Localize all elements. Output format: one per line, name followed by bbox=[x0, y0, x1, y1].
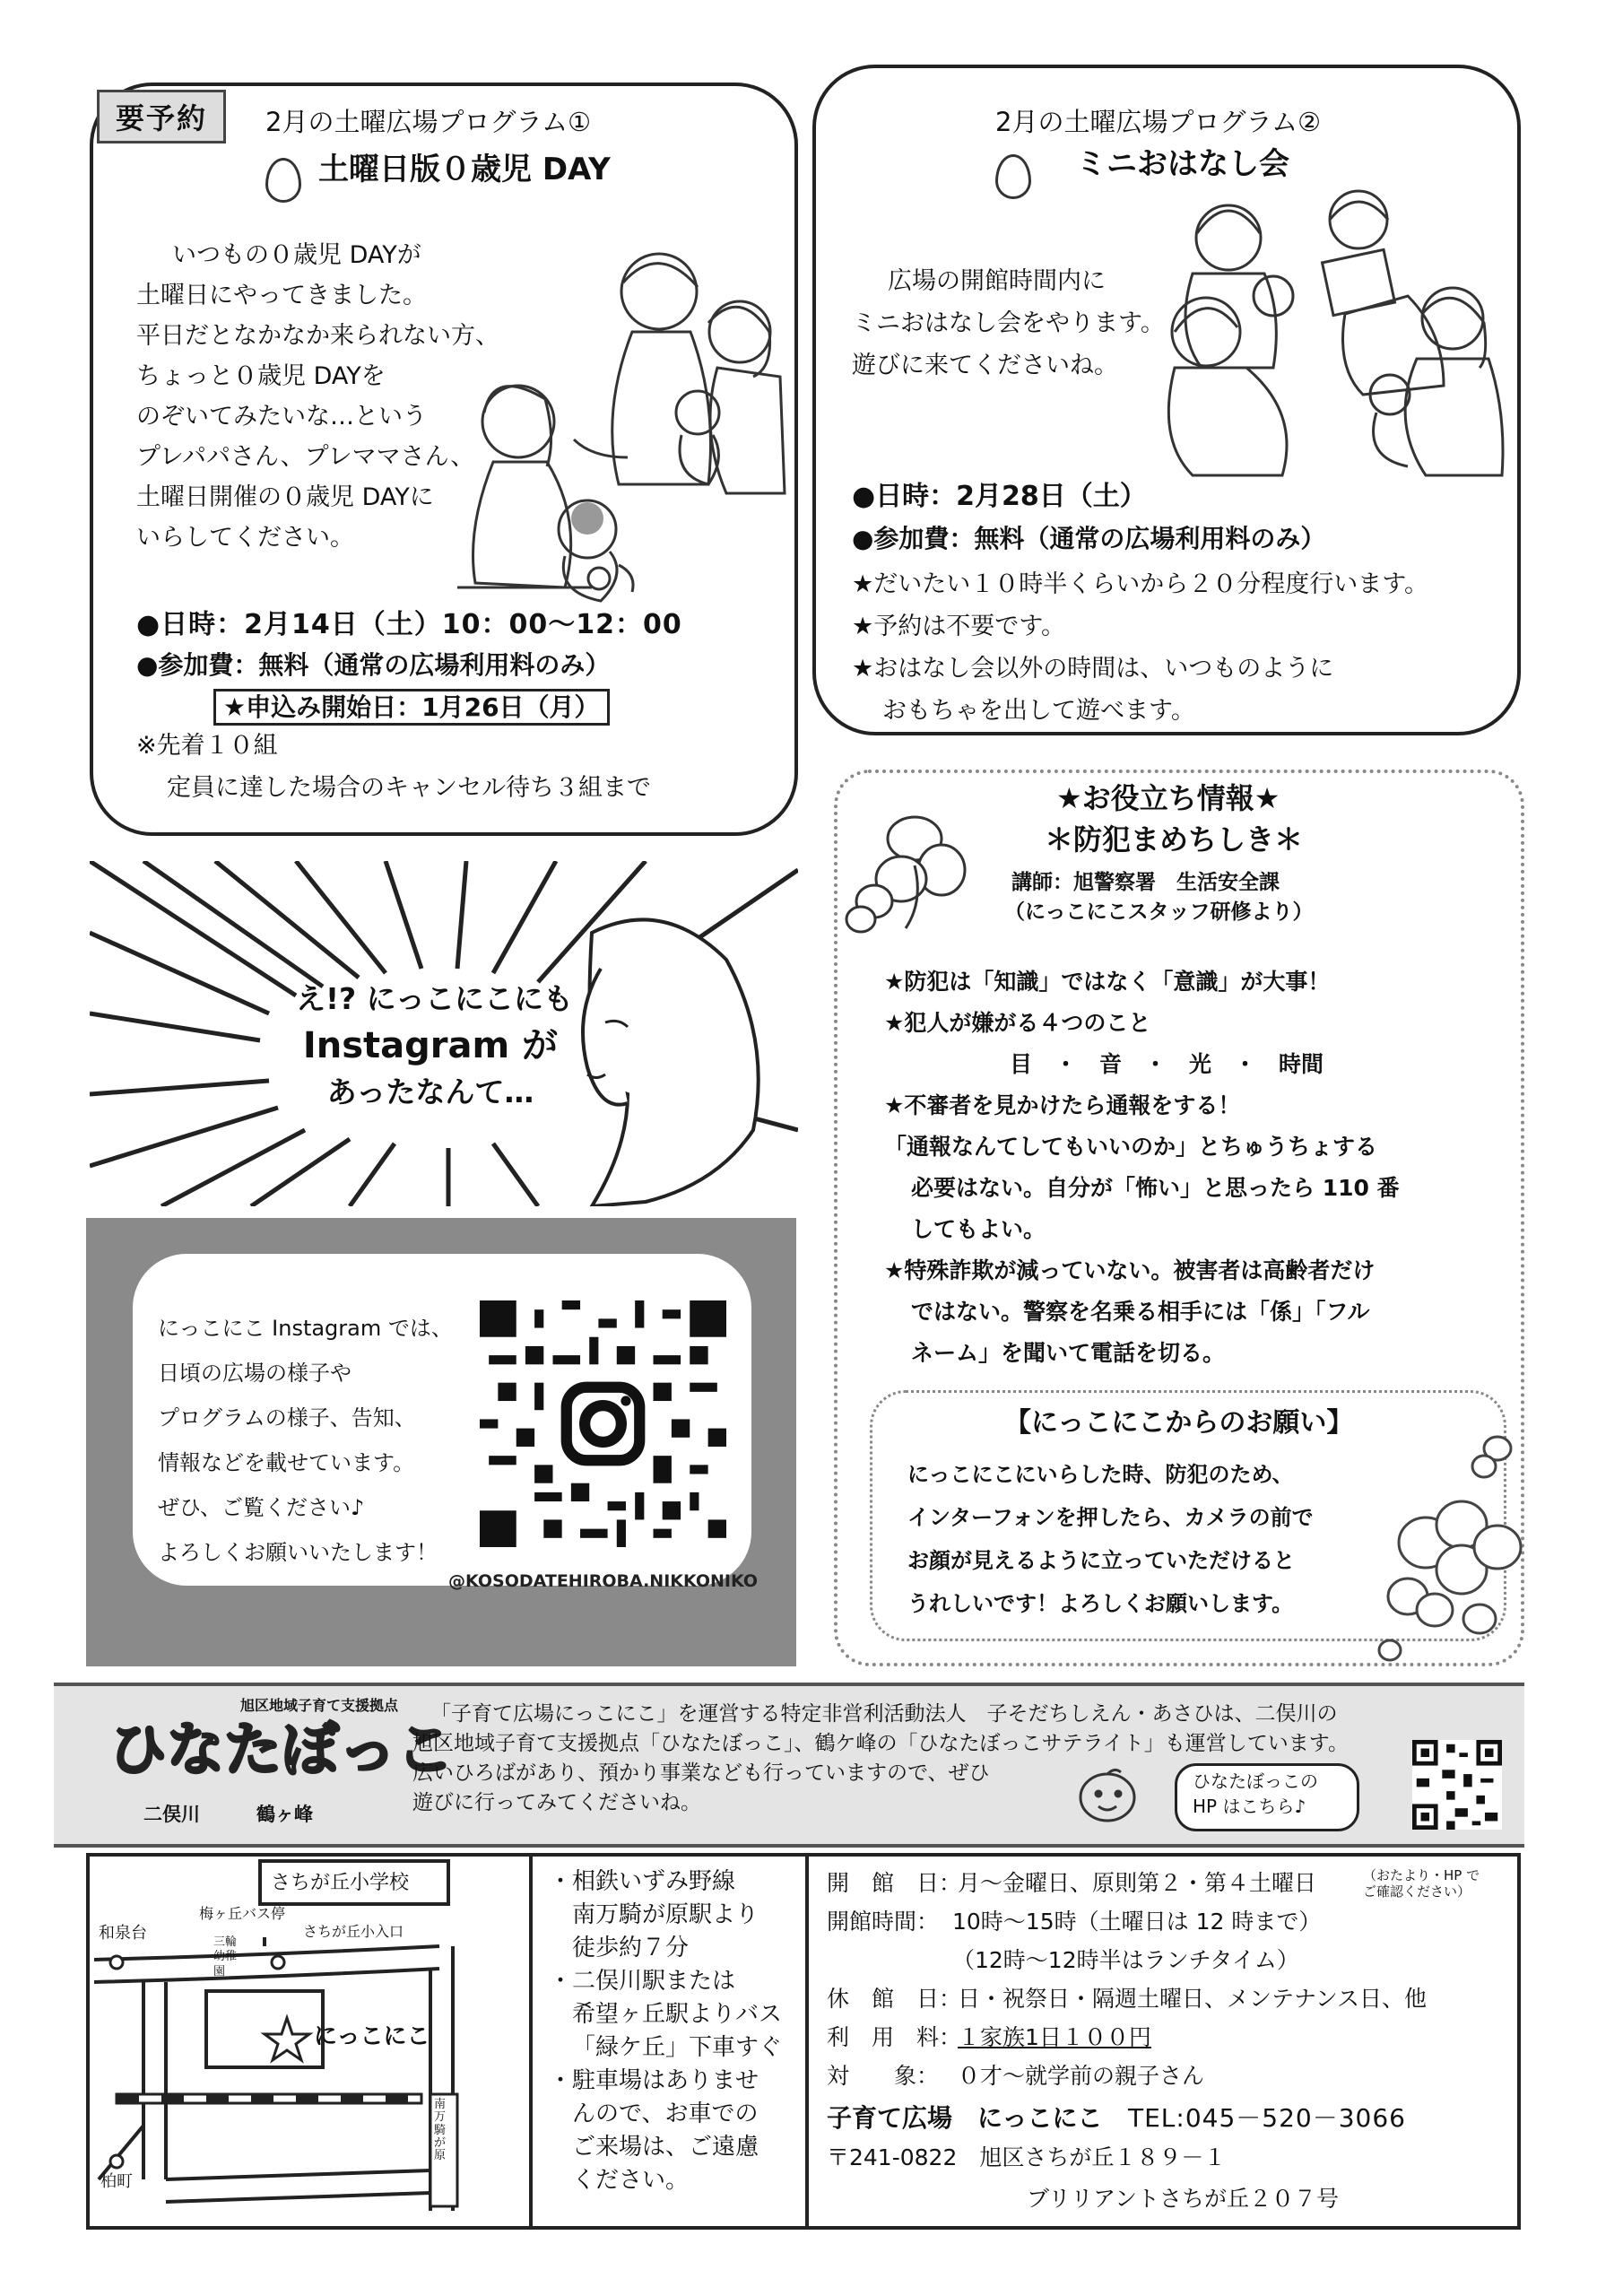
info-closed: 日・祝祭日・隔週土曜日、メンテナンス日、他 bbox=[958, 1986, 1428, 2012]
program2-heading: 2月の土曜広場プログラム② bbox=[995, 107, 1322, 137]
card-line: ぜひ、ご覧ください♪ bbox=[158, 1495, 365, 1520]
request-line: インターフォンを押したら、カメラの前で bbox=[907, 1505, 1314, 1530]
program1-fee: ●参加費：無料（通常の広場利用料のみ） bbox=[136, 650, 611, 680]
bubble-line: Instagram が bbox=[302, 1025, 559, 1066]
bubble-line: あったなんて… bbox=[326, 1074, 534, 1109]
info-address: 〒241-0822 旭区さちが丘１８９－１ bbox=[827, 2144, 1227, 2170]
access-line: ・駐車場はありませ bbox=[549, 2067, 759, 2094]
note-line: ★だいたい１０時半くらいから２０分程度行います。 bbox=[852, 570, 1429, 598]
note-line: おもちゃを出して遊べます。 bbox=[882, 697, 1195, 725]
request-line: にっこにこにいらした時、防犯のため、 bbox=[907, 1462, 1294, 1487]
body-line: 平日だとなかなか来られない方、 bbox=[136, 322, 499, 350]
point-line: ★防犯は「知識」ではなく「意識」が大事！ bbox=[884, 969, 1331, 995]
clover-icon bbox=[843, 794, 986, 937]
map-kindergarten: 三輪幼稚園 bbox=[213, 1935, 238, 1979]
program1-note1: ※先着１０組 bbox=[136, 732, 278, 760]
access-line: 希望ヶ丘駅よりバス bbox=[572, 2001, 783, 2028]
info-hours: 10時～15時（土曜日は 12 時まで） bbox=[952, 1909, 1322, 1935]
instagram-handle: @KOSODATEHIROBA.NIKKONIKO bbox=[448, 1571, 759, 1591]
info-target: ０才～就学前の親子さん bbox=[958, 2063, 1205, 2089]
info-fee: １家族1日１００円 bbox=[958, 2024, 1151, 2050]
clover-flowers-icon bbox=[1372, 1426, 1529, 1677]
hinatabokko-qr-code[interactable] bbox=[1412, 1740, 1502, 1830]
hp-line: ひなたぼっこの bbox=[1193, 1770, 1318, 1792]
access-line: んので、お車での bbox=[572, 2100, 759, 2127]
access-divider-right bbox=[805, 1853, 809, 2230]
smiley-face-icon bbox=[1072, 1763, 1143, 1826]
body-line: プレパパさん、プレママさん、 bbox=[136, 443, 475, 471]
point-line: 「通報なんてしてもいいのか」とちゅうちょする bbox=[884, 1134, 1378, 1160]
body-line: いらしてください。 bbox=[136, 524, 354, 552]
bubble-line: え!? にっこにこにも bbox=[296, 981, 574, 1016]
info-closed-label: 休 館 日： bbox=[827, 1986, 962, 2012]
program1-heading: 2月の土曜広場プログラム① bbox=[265, 107, 592, 137]
access-text bbox=[549, 1866, 782, 2197]
point-line: 必要はない。自分が「怖い」と思ったら 110 番 bbox=[911, 1175, 1400, 1201]
body-line: 土曜日にやってきました。 bbox=[136, 282, 427, 309]
hp-line: HP はこちら♪ bbox=[1193, 1796, 1306, 1817]
instagram-qr-code[interactable] bbox=[480, 1300, 726, 1547]
body-line: 遊びに来てくださいね。 bbox=[852, 352, 1118, 379]
point-line: 目 ・ 音 ・ 光 ・ 時間 bbox=[1010, 1051, 1324, 1077]
map-school: さちが丘小学校 bbox=[271, 1872, 410, 1894]
body-line: 広場の開館時間内に bbox=[888, 267, 1106, 295]
note-line: ★おはなし会以外の時間は、いつものように bbox=[852, 655, 1334, 683]
program2-body bbox=[852, 260, 1165, 387]
map-label: 南万騎が原 bbox=[434, 2098, 447, 2163]
access-line: ・相鉄いずみ野線 bbox=[549, 1868, 736, 1895]
hinatabokko-small: 旭区地域子育て支援拠点 bbox=[240, 1697, 399, 1714]
info-hours2: （12時～12時半はランチタイム） bbox=[952, 1947, 1299, 1973]
map-label: さちが丘小入口 bbox=[303, 1923, 404, 1940]
access-line: ・二俣川駅または bbox=[549, 1968, 736, 1995]
instagram-card-text bbox=[158, 1306, 453, 1575]
hinata-line: 旭区地域子育て支援拠点「ひなたぼっこ」、鶴ケ峰の「ひなたぼっこサテライト」も運営しています。 bbox=[412, 1732, 1349, 1755]
body-line: ミニおはなし会をやります。 bbox=[852, 309, 1165, 337]
access-map bbox=[90, 1857, 525, 2226]
map-place: にっこにこ bbox=[314, 2023, 430, 2050]
program2-fee: ●参加費：無料（通常の広場利用料のみ） bbox=[852, 524, 1326, 553]
program2-title: ミニおはなし会 bbox=[1076, 146, 1289, 182]
card-line: にっこにこ Instagram では、 bbox=[158, 1316, 453, 1341]
open-note-line: （おたより・HP で bbox=[1363, 1867, 1480, 1883]
info-name: 子育て広場 にっこにこ bbox=[827, 2103, 1103, 2133]
storytelling-illustration bbox=[1157, 188, 1506, 484]
info-fee-label: 利 用 料： bbox=[827, 2024, 962, 2050]
instagram-bubble-text bbox=[296, 976, 574, 1116]
hinatabokko-logo: ひなたぼっこ bbox=[109, 1717, 454, 1784]
hp-bubble-text bbox=[1193, 1769, 1318, 1819]
card-line: プログラムの様子、告知、 bbox=[158, 1405, 416, 1431]
request-line: うれしいです！よろしくお願いします。 bbox=[907, 1591, 1294, 1616]
card-line: 日頃の広場の様子や bbox=[158, 1361, 352, 1386]
info-building: ブリリアントさちが丘２０７号 bbox=[1027, 2186, 1340, 2212]
request-text bbox=[907, 1453, 1314, 1625]
program2-notes bbox=[852, 563, 1428, 732]
info-open-label: 開 館 日： bbox=[827, 1870, 962, 1896]
point-line: ではない。警察を名乗る相手には「係」「フル bbox=[911, 1299, 1370, 1325]
request-line: お顔が見えるように立っていただけると bbox=[907, 1548, 1295, 1573]
safety-points bbox=[884, 961, 1400, 1374]
card-line: 情報などを載せています。 bbox=[158, 1450, 415, 1475]
program2-date: ●日時：2月28日（土） bbox=[852, 481, 1147, 512]
access-line: ください。 bbox=[572, 2167, 690, 2194]
open-note-line: ご確認ください） bbox=[1363, 1883, 1471, 1900]
hinata-line: 広いひろばがあり、預かり事業なども行っていますので、ぜひ bbox=[412, 1761, 990, 1785]
map-label: 和泉台 bbox=[99, 1924, 147, 1943]
body-line: 土曜日開催の０歳児 DAYに bbox=[136, 483, 434, 511]
body-line: のぞいてみたいな…という bbox=[136, 403, 427, 430]
parents-baby-illustration bbox=[439, 233, 789, 610]
access-divider-left bbox=[529, 1853, 533, 2230]
reservation-stamp: 要予約 bbox=[97, 90, 226, 144]
safety-lecturer: 講師：旭警察署 生活安全課 bbox=[1011, 871, 1280, 894]
map-label: 柏町 bbox=[100, 2172, 133, 2191]
body-line: いつもの０歳児 DAYが bbox=[172, 241, 421, 269]
request-title: 【にっこにこからのお願い】 bbox=[1004, 1407, 1354, 1439]
access-line: ご来場は、ご遠慮 bbox=[572, 2134, 759, 2161]
body-line: ちょっと０歳児 DAYを bbox=[136, 362, 386, 390]
hinatabokko-places: 二俣川 鶴ヶ峰 bbox=[143, 1804, 313, 1825]
point-line: ★不審者を見かけたら通報をする！ bbox=[884, 1092, 1241, 1118]
program1-apply: ★申込み開始日：1月26日（月） bbox=[213, 689, 610, 726]
card-line: よろしくお願いいたします！ bbox=[158, 1540, 438, 1565]
note-line: ★予約は不要です。 bbox=[852, 613, 1066, 640]
safety-source: （にっこにこスタッフ研修より） bbox=[1004, 900, 1314, 924]
safety-title2: ＊防犯まめちしき＊ bbox=[1045, 822, 1304, 857]
point-line: ネーム」を聞いて電話を切る。 bbox=[911, 1340, 1226, 1366]
info-open: 月～金曜日、原則第２・第４土曜日 bbox=[958, 1870, 1317, 1896]
info-open-note bbox=[1363, 1867, 1480, 1900]
program1-title: 土曜日版０歳児 DAY bbox=[318, 152, 611, 187]
info-hours-label: 開館時間： bbox=[827, 1909, 940, 1935]
access-line: 南万騎が原駅より bbox=[572, 1901, 759, 1928]
info-tel: TEL:045－520－3066 bbox=[1128, 2103, 1406, 2133]
hinata-line: 遊びに行ってみてくださいね。 bbox=[412, 1791, 701, 1814]
access-line: 「緑ケ丘」下車すぐ bbox=[572, 2034, 783, 2061]
program1-date: ●日時：2月14日（土）10：00～12：00 bbox=[136, 609, 682, 640]
point-line: ★特殊詐欺が減っていない。被害者は高齢者だけ bbox=[884, 1257, 1376, 1283]
access-line: 徒歩約７分 bbox=[572, 1935, 690, 1961]
point-line: してもよい。 bbox=[911, 1216, 1046, 1242]
program1-note2: 定員に達した場合のキャンセル待ち３組まで bbox=[167, 774, 651, 802]
hinata-line: 「子育て広場にっこにこ」を運営する特定非営利活動法人 子そだちしえん・あさひは、二俣川の bbox=[430, 1702, 1338, 1726]
map-label: 梅ヶ丘バス停 bbox=[199, 1905, 286, 1922]
info-target-label: 対 象： bbox=[827, 2063, 940, 2089]
safety-title1: ★お役立ち情報★ bbox=[1056, 781, 1280, 815]
point-line: ★犯人が嫌がる４つのこと bbox=[884, 1010, 1151, 1036]
